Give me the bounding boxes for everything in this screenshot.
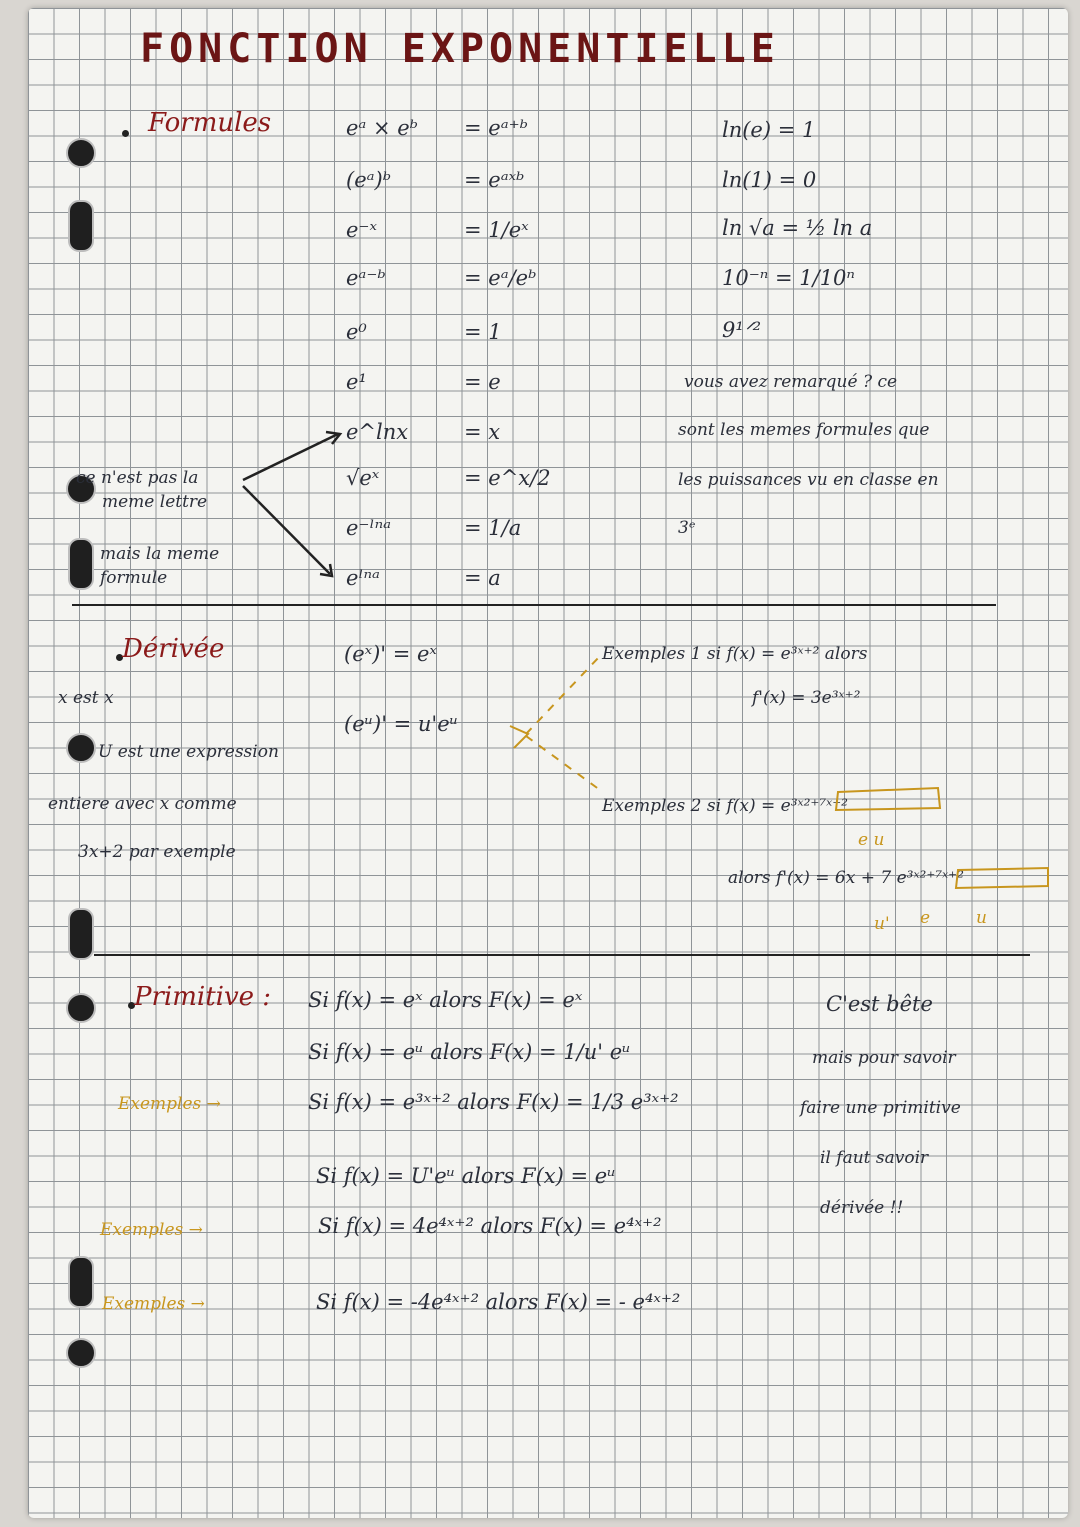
example-2-annotation: u	[976, 908, 987, 928]
formula-right: = 1/eˣ	[464, 218, 529, 242]
primitive-row: Si f(x) = -4e⁴ˣ⁺² alors F(x) = - e⁴ˣ⁺²	[316, 1290, 681, 1314]
example-2: Exemples 2 si f(x) = e³ˣ²⁺⁷ˣ⁺²	[602, 796, 849, 816]
remark-line: il faut savoir	[820, 1148, 929, 1168]
remark-line: vous avez remarqué ? ce	[684, 372, 898, 392]
primitive-row: Si f(x) = e³ˣ⁺² alors F(x) = 1/3 e³ˣ⁺²	[308, 1090, 679, 1114]
remark-line: faire une primitive	[800, 1098, 961, 1118]
side-note: ce n'est pas la	[76, 468, 199, 488]
example-label: Exemples →	[100, 1220, 203, 1240]
derivee-heading: Dérivée	[122, 634, 225, 664]
remark-line: 3ᵉ	[678, 518, 696, 538]
formula-left: e¹	[346, 370, 367, 394]
formula-left: (eᵃ)ᵇ	[346, 168, 392, 192]
primitive-row: Si f(x) = eˣ alors F(x) = eˣ	[308, 988, 583, 1012]
notebook-sheet	[28, 8, 1068, 1518]
formula-right: = x	[464, 420, 501, 444]
note-u: 3x+2 par exemple	[78, 842, 236, 862]
formula-right: = eᵃ⁺ᵇ	[464, 116, 529, 140]
side-note: mais la meme	[100, 544, 220, 564]
remark-line: C'est bête	[826, 992, 933, 1016]
example-2-result: alors f'(x) = 6x + 7 e³ˣ²⁺⁷ˣ⁺²	[728, 868, 964, 888]
ln-row: ln(e) = 1	[722, 118, 816, 142]
example-2-annotation: e	[920, 908, 931, 928]
remark-line: dérivée !!	[820, 1198, 904, 1218]
note-u: U est une expression	[98, 742, 279, 762]
formula-left: e⁻ˡⁿᵃ	[346, 516, 392, 540]
side-note: formule	[100, 568, 168, 588]
note-u: entiere avec x comme	[48, 794, 237, 814]
formula-right: = 1	[464, 320, 502, 344]
formula-left: e⁰	[346, 320, 367, 344]
arrow-overlay	[28, 8, 1068, 1518]
formula-right: = eᵃ/eᵇ	[464, 266, 537, 290]
note-x: x est x	[58, 688, 114, 708]
derivative-rule: (eˣ)' = eˣ	[344, 642, 437, 666]
formula-right: = a	[464, 566, 501, 590]
example-label: Exemples →	[118, 1094, 221, 1114]
formula-right: = e^x/2	[464, 466, 551, 490]
example-2-annotation: e u	[858, 830, 885, 850]
ln-row: 10⁻ⁿ = 1/10ⁿ	[722, 266, 855, 290]
ln-row: 9¹ᐟ²	[722, 318, 762, 342]
formula-left: √eˣ	[346, 466, 380, 490]
formula-left: eᵃ × eᵇ	[346, 116, 419, 140]
example-label: Exemples →	[102, 1294, 205, 1314]
formula-right: = e	[464, 370, 501, 394]
remark-line: sont les memes formules que	[678, 420, 930, 440]
page-title: FONCTION EXPONENTIELLE	[140, 26, 780, 72]
primitive-heading: Primitive :	[134, 982, 272, 1012]
ln-row: ln(1) = 0	[722, 168, 817, 192]
example-1: Exemples 1 si f(x) = e³ˣ⁺² alors	[602, 644, 868, 664]
formula-left: e⁻ˣ	[346, 218, 377, 242]
example-1-result: f'(x) = 3e³ˣ⁺²	[752, 688, 861, 708]
formula-left: eˡⁿᵃ	[346, 566, 380, 590]
remark-line: mais pour savoir	[812, 1048, 956, 1068]
example-2-annotation: u'	[874, 914, 890, 934]
remark-line: les puissances vu en classe en	[678, 470, 939, 490]
side-note: meme lettre	[102, 492, 208, 512]
formula-right: = 1/a	[464, 516, 522, 540]
primitive-row: Si f(x) = eᵘ alors F(x) = 1/u' eᵘ	[308, 1040, 631, 1064]
formula-left: e^lnx	[346, 420, 409, 444]
primitive-row: Si f(x) = 4e⁴ˣ⁺² alors F(x) = e⁴ˣ⁺²	[318, 1214, 662, 1238]
derivative-rule: (eᵘ)' = u'eᵘ	[344, 712, 459, 736]
formules-heading: Formules	[148, 108, 272, 138]
ln-row: ln √a = ½ ln a	[722, 216, 873, 240]
formula-left: eᵃ⁻ᵇ	[346, 266, 386, 290]
primitive-row: Si f(x) = U'eᵘ alors F(x) = eᵘ	[316, 1164, 616, 1188]
formula-right: = eᵃˣᵇ	[464, 168, 525, 192]
